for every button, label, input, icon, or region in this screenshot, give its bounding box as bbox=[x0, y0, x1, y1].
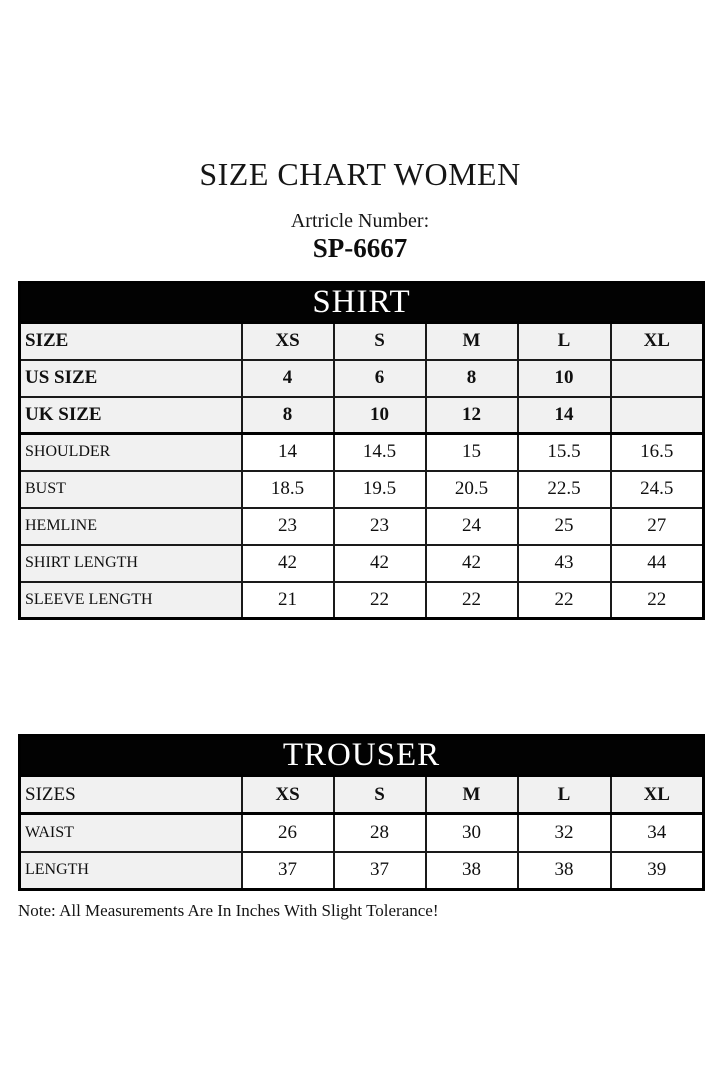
table-cell: 22 bbox=[334, 582, 426, 619]
table-cell: L bbox=[518, 776, 611, 814]
table-cell: 23 bbox=[334, 508, 426, 545]
table-cell: 18.5 bbox=[242, 471, 334, 508]
table-row-length bbox=[20, 852, 704, 890]
trouser-size-table bbox=[18, 734, 705, 891]
table-cell: 20.5 bbox=[426, 471, 518, 508]
table-cell: 14 bbox=[518, 397, 611, 434]
table-cell: 14 bbox=[242, 434, 334, 471]
table-cell: 44 bbox=[611, 545, 704, 582]
row-label-size: SIZE bbox=[20, 323, 242, 360]
table-cell: 14.5 bbox=[334, 434, 426, 471]
trouser-table-title: TROUSER bbox=[20, 736, 704, 776]
table-cell: 24.5 bbox=[611, 471, 704, 508]
table-cell: 21 bbox=[242, 582, 334, 619]
trouser-table-header-band bbox=[20, 736, 704, 776]
shirt-table-title: SHIRT bbox=[20, 283, 704, 323]
table-cell: XL bbox=[611, 323, 704, 360]
table-cell: 6 bbox=[334, 360, 426, 397]
table-cell: XS bbox=[242, 323, 334, 360]
row-label-shoulder: SHOULDER bbox=[20, 434, 242, 471]
table-row-size bbox=[20, 323, 704, 360]
table-cell: 25 bbox=[518, 508, 611, 545]
table-cell: XL bbox=[611, 776, 704, 814]
table-cell: 37 bbox=[242, 852, 334, 890]
table-cell: 39 bbox=[611, 852, 704, 890]
row-label-us-size: US SIZE bbox=[20, 360, 242, 397]
article-number-value: SP-6667 bbox=[312, 233, 408, 263]
row-label-bust: BUST bbox=[20, 471, 242, 508]
table-cell: L bbox=[518, 323, 611, 360]
trouser-table-section bbox=[18, 734, 705, 891]
table-cell: 37 bbox=[334, 852, 426, 890]
table-cell: 38 bbox=[518, 852, 611, 890]
table-cell: 26 bbox=[242, 814, 334, 852]
table-cell: M bbox=[426, 323, 518, 360]
table-cell: S bbox=[334, 323, 426, 360]
table-cell: S bbox=[334, 776, 426, 814]
table-row-bust bbox=[20, 471, 704, 508]
table-row-uk-size bbox=[20, 397, 704, 434]
table-cell: 22.5 bbox=[518, 471, 611, 508]
table-cell: 28 bbox=[334, 814, 426, 852]
table-cell: 10 bbox=[334, 397, 426, 434]
shirt-table-header-band bbox=[20, 283, 704, 323]
table-cell: 22 bbox=[611, 582, 704, 619]
row-label-length: LENGTH bbox=[20, 852, 242, 890]
table-cell: 27 bbox=[611, 508, 704, 545]
table-cell: 4 bbox=[242, 360, 334, 397]
shirt-size-table bbox=[18, 281, 705, 620]
table-row-hemline bbox=[20, 508, 704, 545]
article-number-label: Artricle Number: bbox=[290, 210, 430, 232]
table-cell: 16.5 bbox=[611, 434, 704, 471]
table-row-waist bbox=[20, 814, 704, 852]
shirt-table-section bbox=[18, 281, 705, 620]
table-cell: 15.5 bbox=[518, 434, 611, 471]
table-cell: 42 bbox=[334, 545, 426, 582]
table-row-us-size bbox=[20, 360, 704, 397]
table-cell: 19.5 bbox=[334, 471, 426, 508]
table-row-shoulder bbox=[20, 434, 704, 471]
row-label-sizes: SIZES bbox=[20, 776, 242, 814]
row-label-uk-size: UK SIZE bbox=[20, 397, 242, 434]
table-cell bbox=[611, 397, 704, 434]
table-cell: XS bbox=[242, 776, 334, 814]
table-cell: 12 bbox=[426, 397, 518, 434]
row-label-hemline: HEMLINE bbox=[20, 508, 242, 545]
table-cell: 22 bbox=[426, 582, 518, 619]
table-cell: 8 bbox=[426, 360, 518, 397]
table-cell: 42 bbox=[242, 545, 334, 582]
table-cell bbox=[611, 360, 704, 397]
table-cell: 38 bbox=[426, 852, 518, 890]
measurement-note: Note: All Measurements Are In Inches With Slight Tolerance! bbox=[18, 901, 439, 920]
row-label-sleeve-length: SLEEVE LENGTH bbox=[20, 582, 242, 619]
page-title: SIZE CHART WOMEN bbox=[199, 156, 521, 192]
table-cell: 30 bbox=[426, 814, 518, 852]
row-label-waist: WAIST bbox=[20, 814, 242, 852]
row-label-shirt-length: SHIRT LENGTH bbox=[20, 545, 242, 582]
table-row-sleeve-length bbox=[20, 582, 704, 619]
table-cell: 15 bbox=[426, 434, 518, 471]
table-cell: 8 bbox=[242, 397, 334, 434]
table-cell: M bbox=[426, 776, 518, 814]
table-cell: 22 bbox=[518, 582, 611, 619]
table-cell: 43 bbox=[518, 545, 611, 582]
table-row-shirt-length bbox=[20, 545, 704, 582]
table-cell: 24 bbox=[426, 508, 518, 545]
table-cell: 42 bbox=[426, 545, 518, 582]
table-cell: 10 bbox=[518, 360, 611, 397]
table-cell: 32 bbox=[518, 814, 611, 852]
table-row-sizes bbox=[20, 776, 704, 814]
table-cell: 23 bbox=[242, 508, 334, 545]
table-cell: 34 bbox=[611, 814, 704, 852]
